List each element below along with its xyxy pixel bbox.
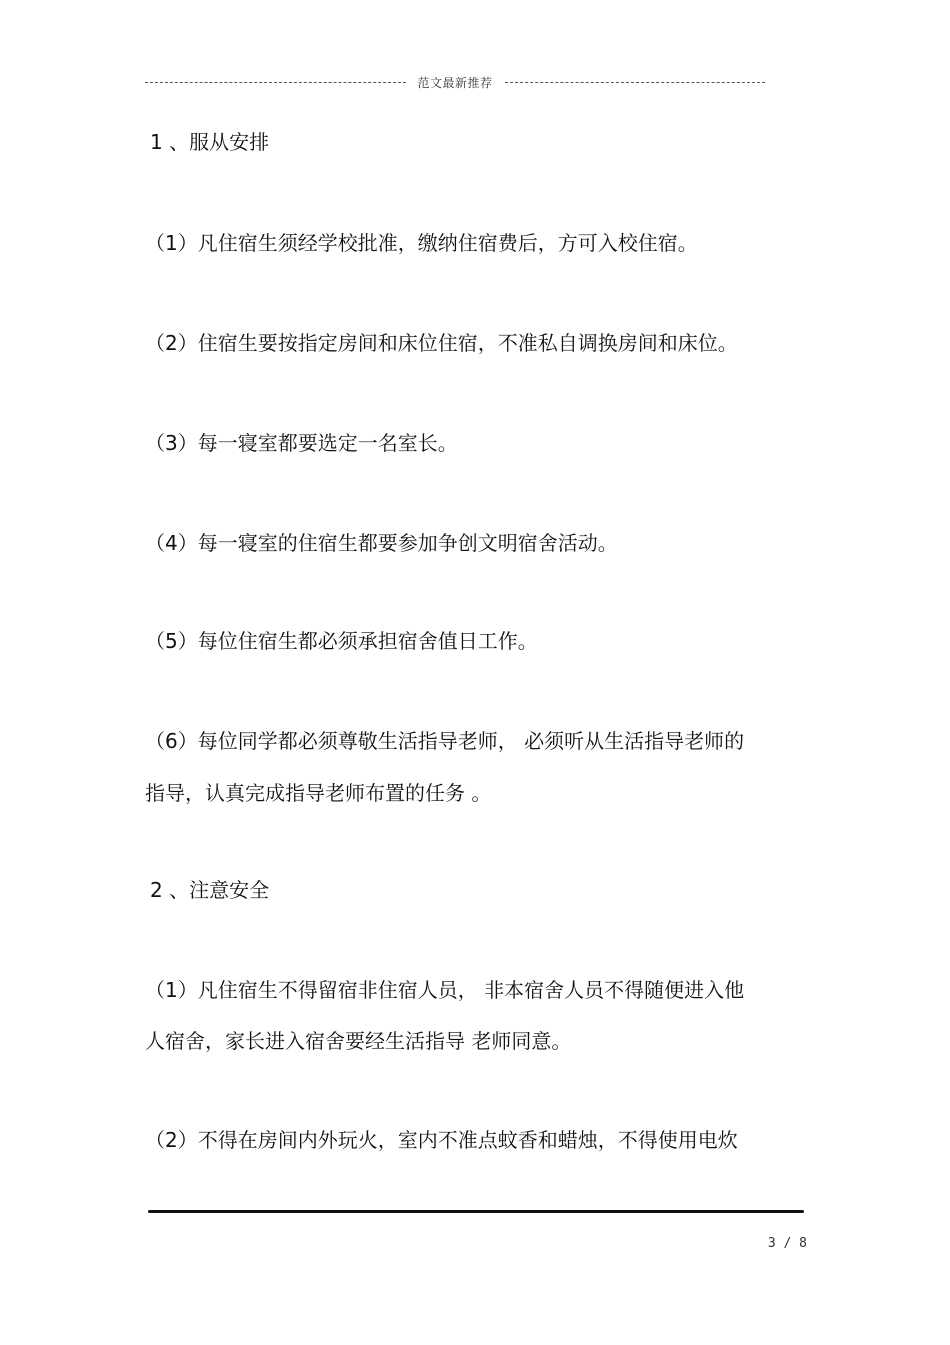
paragraph-line-4: （4）每一寝室的住宿生都要参加争创文明宿舍活动。 bbox=[145, 531, 618, 555]
paragraph-line-3: （3）每一寝室都要选定一名室长。 bbox=[145, 431, 458, 455]
paragraph-line-7: （1）凡住宿生不得留宿非住宿人员， 非本宿舍人员不得随便进入他 bbox=[145, 978, 745, 1002]
page-header bbox=[145, 72, 765, 92]
section-heading-1: 1 、服从安排 bbox=[150, 130, 270, 154]
paragraph-line-1: （1）凡住宿生须经学校批准，缴纳住宿费后，方可入校住宿。 bbox=[145, 231, 698, 255]
paragraph-line-6: （6）每位同学都必须尊敬生活指导老师， 必须听从生活指导老师的 bbox=[145, 729, 745, 753]
paragraph-line-6-cont: 指导，认真完成指导老师布置的任务 。 bbox=[145, 781, 492, 805]
paragraph-line-2: （2）住宿生要按指定房间和床位住宿，不准私自调换房间和床位。 bbox=[145, 331, 738, 355]
header-dash-right bbox=[505, 82, 766, 83]
section-heading-2: 2 、注意安全 bbox=[150, 878, 270, 902]
paragraph-line-8: （2）不得在房间内外玩火，室内不准点蚊香和蜡烛，不得使用电炊 bbox=[145, 1128, 738, 1152]
header-dash-left bbox=[145, 82, 406, 83]
page-number: 3 / 8 bbox=[767, 1236, 807, 1251]
footer-rule bbox=[148, 1210, 804, 1213]
header-title: 范文最新推荐 bbox=[417, 75, 493, 90]
paragraph-line-7-cont: 人宿舍，家长进入宿舍要经生活指导 老师同意。 bbox=[145, 1029, 572, 1053]
paragraph-line-5: （5）每位住宿生都必须承担宿舍值日工作。 bbox=[145, 629, 538, 653]
